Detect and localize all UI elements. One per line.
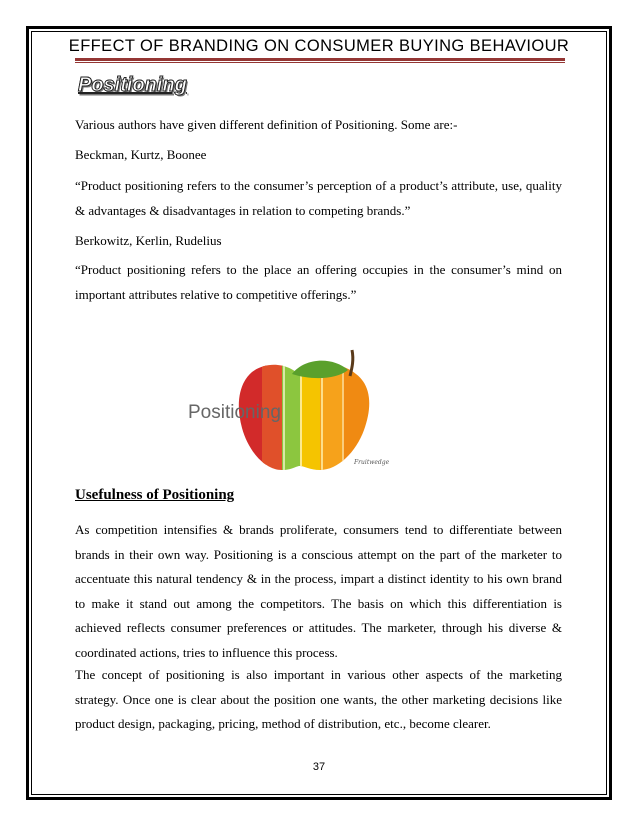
header-rule-thin — [75, 62, 565, 63]
usefulness-heading: Usefulness of Positioning — [75, 487, 235, 503]
page-number: 37 — [312, 761, 326, 773]
section-heading: Positioning — [78, 74, 187, 96]
definition-1-quote: “Product positioning refers to the consumer’s perception of a product’s attribute, use, quality & advantages & disadvantages in relation to competing brands.” — [75, 178, 562, 218]
document-header-title: EFFECT OF BRANDING ON CONSUMER BUYING BEHAVIOUR — [68, 37, 570, 55]
definition-2-authors: Berkowitz, Kerlin, Rudelius — [75, 233, 222, 248]
apple-segments-icon — [186, 346, 416, 474]
usefulness-paragraph-2: The concept of positioning is also important in various other aspects of the marketing strategy. Once one is clear about the position one wants, the other marketing decisions like product design, packaging, pricing, method of distribution, etc., become clearer. — [75, 667, 562, 731]
positioning-figure — [186, 346, 416, 474]
definition-2-quote: “Product positioning refers to the place an offering occupies in the consumer’s mind on important attributes relative to competitive offerings.” — [75, 262, 562, 302]
header-rule-thick — [75, 58, 565, 61]
definition-1-authors: Beckman, Kurtz, Boonee — [75, 147, 207, 162]
figure-label: Positioning — [188, 402, 281, 423]
usefulness-paragraph-1: As competition intensifies & brands proliferate, consumers tend to differentiate between brands in their own way. Positioning is a conscious attempt on the part of the marketer to accentuate this natural tendency & in the process, impart a distinct identity to his own brand to make it stand out among the competitors. The basis on which this differentiation is achieved reflects consumer preferences or attitudes. The marketer, through his diverse & coordinated actions, tries to influence this process. — [75, 522, 562, 660]
intro-paragraph: Various authors have given different definition of Positioning. Some are:- — [75, 117, 458, 132]
figure-signature: Fruitwedge — [354, 459, 390, 466]
